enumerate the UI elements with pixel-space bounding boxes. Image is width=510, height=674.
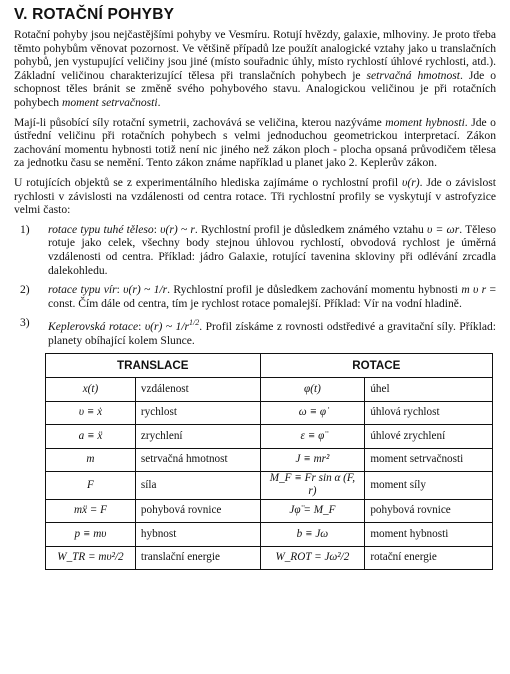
rotation-formula: W_ROT = Jω²/2 (260, 546, 365, 569)
translation-formula: x(t) (46, 378, 136, 401)
emphasis-text: υ(r) ~ r (160, 222, 195, 236)
emphasis-text: υ(r) ~ 1/r (123, 283, 168, 297)
rotation-formula: b ≡ Jω (260, 523, 365, 546)
profile-item (14, 223, 496, 277)
translation-rotation-table (45, 353, 493, 570)
translation-formula: p ≡ mυ (46, 523, 136, 546)
text-run: . Jde o závislost rychlosti v závislosti na vzdálenosti od centra rotace. Tři rychlostní profily se vyskytují v astrofyzice velmi často: (14, 175, 496, 217)
rotation-quantity: úhel (365, 378, 493, 401)
rotation-formula: φ(t) (260, 378, 365, 401)
profile-item (14, 316, 496, 347)
translation-quantity: síla (135, 471, 260, 499)
text-run: . Jde o ústřední veličinu při rotačních pohybech s velmi jednoduchou geometrickou interpretací. Zákon zachování momentu hybnosti totiž není nic jiného než zákon ploch - plocha opsaná průvodičem tělesa za jednotku času se nemění. Tento zákon známe například u planet jako 2. Keplerův zákon. (14, 115, 496, 170)
rotation-formula: M_F ≡ Fr sin α (F, r) (260, 471, 365, 499)
profile-number: 2) (20, 283, 30, 297)
emphasis-text: setrvačná hmotnost (366, 68, 461, 82)
text-run: : (138, 320, 145, 334)
translation-quantity: pohybová rovnice (135, 500, 260, 523)
rotation-quantity: pohybová rovnice (365, 500, 493, 523)
text-run: 1/2 (189, 318, 200, 328)
translation-quantity: vzdálenost (135, 378, 260, 401)
paragraph (14, 116, 496, 170)
profile-text (48, 283, 496, 310)
translation-quantity: hybnost (135, 523, 260, 546)
text-run: : (116, 283, 124, 297)
emphasis-text: rotace typu tuhé těleso (48, 222, 154, 236)
translation-formula: W_TR = mυ²/2 (46, 546, 136, 569)
rotation-quantity: rotační energie (365, 546, 493, 569)
table-row (46, 471, 493, 499)
emphasis-text: υ(r) (402, 175, 420, 189)
rotation-quantity: moment setrvačnosti (365, 448, 493, 471)
text-run: . Rychlostní profil je důsledkem zachování momentu hybnosti (167, 283, 462, 297)
rotation-quantity: moment hybnosti (365, 523, 493, 546)
emphasis-text: Keplerovská rotace (48, 320, 139, 334)
text-run: Mají-li působící síly rotační symetrii, zachovává se veličina, kterou nazýváme (14, 115, 386, 129)
rotation-formula: ε ≡ φ̈ (260, 425, 365, 448)
document-page (14, 6, 496, 570)
table-row (46, 448, 493, 471)
table-row (46, 425, 493, 448)
table-row (46, 500, 493, 523)
rotation-formula: ω ≡ φ̇ (260, 401, 365, 424)
translation-quantity: rychlost (135, 401, 260, 424)
velocity-profile-list (14, 223, 496, 348)
rotation-quantity: úhlové zrychlení (365, 425, 493, 448)
table-row (46, 523, 493, 546)
profile-text (48, 316, 496, 347)
translation-formula: m (46, 448, 136, 471)
translation-formula: a ≡ ẍ (46, 425, 136, 448)
text-run: Rotační pohyby jsou nejčastějšími pohyby ve Vesmíru. Rotují hvězdy, galaxie, mlhoviny. Je proto třeba těmto pohybům věnovat pozornost. Ve většině případů lze použít analogické vztahy jako u translačních pohybů, jen vystupující veličiny jsou jiné (místo souřadnic úhly, místo rychlostí úhlové rychlosti, atd.). Základní veličinou charakterizující tělesa při translačních pohybech je (14, 28, 496, 82)
emphasis-text: moment setrvačnosti (61, 95, 158, 109)
emphasis-text: m υ r (461, 283, 487, 297)
text-run: . Jde o schopnost těles bránit se změně svého pohybového stavu. Analogickou veličinou je při rotačních pohybech (14, 68, 496, 109)
rotation-quantity: moment síly (365, 471, 493, 499)
rotation-quantity: úhlová rychlost (365, 401, 493, 424)
profile-text (48, 223, 496, 277)
text-run: U rotujících objektů se z experimentálního hlediska zajímáme o rychlostní profil (14, 175, 403, 189)
text-run: : (153, 222, 161, 236)
text-run: = const. Čím dále od centra, tím je rychlost rotace pomalejší. Příklad: Vír na vodní hladině. (48, 283, 496, 310)
profile-number: 1) (20, 222, 30, 236)
emphasis-text: υ(r) ~ 1/r (144, 320, 190, 334)
emphasis-text: υ = ωr (426, 222, 460, 236)
body-text (14, 28, 496, 217)
table-header-translation: TRANSLACE (46, 354, 261, 378)
emphasis-text: moment hybnosti (385, 115, 465, 129)
text-run: . Rychlostní profil je důsledkem známého vztahu (194, 222, 427, 236)
text-run: . Těleso rotuje jako celek, všechny body stejnou úhlovou rychlostí, obvodová rychlost je úměrná vzdálenosti od centra. Příklad: jádro Galaxie, rotující tavenina skloviny při odlévání zrcadla dalekohledu. (48, 222, 497, 277)
translation-quantity: zrychlení (135, 425, 260, 448)
table-row (46, 378, 493, 401)
table-row (46, 401, 493, 424)
profile-item (14, 283, 496, 310)
translation-formula: υ ≡ ẋ (46, 401, 136, 424)
translation-formula: mẍ = F (46, 500, 136, 523)
section-heading: V. ROTAČNÍ POHYBY (14, 6, 175, 23)
translation-formula: F (46, 471, 136, 499)
table-header-rotation: ROTACE (260, 354, 492, 378)
rotation-formula: Jφ̈ = M_F (260, 500, 365, 523)
translation-quantity: translační energie (135, 546, 260, 569)
text-run: . Profil získáme z rovnosti odstředivé a gravitační síly. Příklad: planety obíhající kolem Slunce. (48, 320, 497, 347)
table-row (46, 546, 493, 569)
rotation-formula: J ≡ mr² (260, 448, 365, 471)
text-run: . (157, 95, 161, 109)
paragraph (14, 176, 496, 217)
paragraph (14, 28, 496, 110)
translation-quantity: setrvačná hmotnost (135, 448, 260, 471)
emphasis-text: rotace typu vír (48, 283, 117, 297)
profile-number: 3) (20, 316, 30, 330)
